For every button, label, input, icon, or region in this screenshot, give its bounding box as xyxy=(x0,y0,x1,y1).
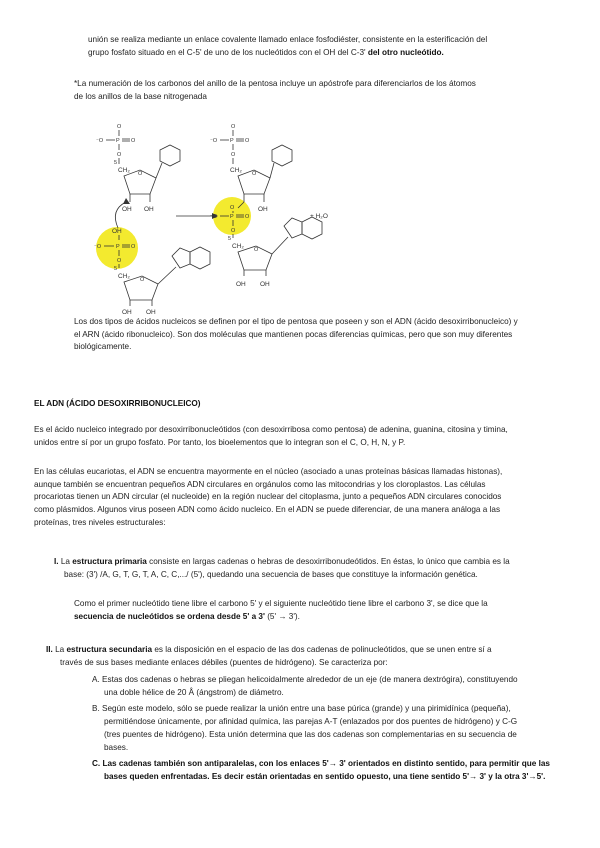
section-heading: EL ADN (ÁCIDO DESOXIRRIBONUCLEICO) xyxy=(34,399,201,408)
svg-text:CH₂: CH₂ xyxy=(230,167,242,174)
svg-text:O: O xyxy=(131,138,136,144)
svg-text:O: O xyxy=(117,152,122,158)
intro-line-2: grupo fosfato situado en el C-5' de uno de los nucleótidos con el OH del C-3' del otro nucleótido. xyxy=(88,47,444,57)
intro-line-1: unión se realiza mediante un enlace covalente llamado enlace fosfodiéster, consistente en la esterificación del xyxy=(88,35,488,44)
svg-text:CH₂: CH₂ xyxy=(118,167,130,174)
svg-text:O: O xyxy=(140,277,145,283)
water-label: + H₂O xyxy=(310,213,328,220)
svg-text:O: O xyxy=(254,247,259,253)
svg-text:O: O xyxy=(131,244,136,250)
secondary-structure-points xyxy=(92,674,564,784)
svg-text:OH: OH xyxy=(258,206,268,213)
left-structure xyxy=(94,124,210,316)
primary-structure-item: I. La estructura primaria consiste en largas cadenas o hebras de desoxirribonudeótidos. En éstas, lo único que cambia es la base: (3') /A, G, T, G, T, A, C, C,.../ (5'), quedando una secuencia de bases que constituye la información genética. xyxy=(54,557,510,579)
svg-text:CH₂: CH₂ xyxy=(118,273,130,280)
svg-text:OH: OH xyxy=(122,206,132,213)
svg-text:P: P xyxy=(116,138,120,144)
svg-text:O: O xyxy=(245,214,250,220)
footnote-line-1: *La numeración de los carbonos del anillo de la pentosa incluye un apóstrofe para diferenciarlos de los átomos xyxy=(74,79,476,88)
footnote xyxy=(74,78,534,103)
svg-text:OH: OH xyxy=(112,228,122,235)
svg-text:O: O xyxy=(245,138,250,144)
svg-text:⁻O: ⁻O xyxy=(210,138,218,144)
svg-text:O: O xyxy=(230,205,235,211)
svg-text:⁻O: ⁻O xyxy=(96,138,104,144)
point-c: C. Las cadenas también son antiparalelas, con los enlaces 5'→ 3' orientados en distinto sentido, para permitir que las bases queden enfrentadas. Es decir están orientadas en sentido opuesto, una tiene sentido 5'→ 3' y la otra 3'→5'. xyxy=(92,759,550,781)
svg-text:P: P xyxy=(230,214,234,220)
svg-text:OH: OH xyxy=(144,206,154,213)
svg-text:OH: OH xyxy=(122,309,132,316)
svg-text:P: P xyxy=(116,244,120,250)
svg-text:5: 5 xyxy=(114,266,118,272)
svg-text:⁻O: ⁻O xyxy=(210,214,218,220)
secondary-structure-item: II. La estructura secundaria es la disposición en el espacio de las dos cadenas de polinucleótidos, que se unen entre sí a través de sus bases mediante enlaces débiles (puentes de hidrógeno). Se caracteriza por: xyxy=(46,645,492,667)
svg-text:OH: OH xyxy=(236,281,246,288)
svg-text:O: O xyxy=(117,258,122,264)
svg-text:CH₂: CH₂ xyxy=(232,243,244,250)
nucleic-acid-types-paragraph: Los dos tipos de ácidos nucleicos se definen por el tipo de pentosa que poseen y son el ADN (ácido desoxirribonucleico) y el ARN (ácido ribonucleico). Son dos moléculas que mantienen pocas diferencias químicas, pero que son muy diferentes biológicamente. xyxy=(74,317,518,352)
definition-paragraph: Es el ácido nucleico integrado por desoxirribonucleótidos (con desoxirribosa como pentosa) de adenina, guanina, citosina y timina, unidos entre sí por un grupo fosfato. Por tanto, los bioelementos que lo integran son el C, O, H, N, y P. xyxy=(34,425,508,447)
svg-text:OH: OH xyxy=(146,309,156,316)
point-a: A. Estas dos cadenas o hebras se pliegan helicoidalmente alrededor de un eje (de manera dextrógira), constituyendo una doble hélice de 20 Å (ángstrom) de diámetro. xyxy=(92,675,518,697)
svg-text:O: O xyxy=(231,152,236,158)
cells-paragraph: En las células eucariotas, el ADN se encuentra mayormente en el núcleo (asociado a unas proteínas básicas llamadas histonas), aunque también se encuentran pequeños ADN circulares en orgánulos como las mitocondrias y los cloroplastos. Las células procariotas tienen un ADN circular (el nucleoide) en la región nuclear del citoplasma, junto a pequeños ADN circulares conocidos como plásmidos. Algunos virus poseen ADN como ácido nucleico. En el ADN se puede diferenciar, de una manera análoga a las proteínas, tres niveles estructurales: xyxy=(34,467,503,527)
svg-text:O: O xyxy=(231,228,236,234)
intro-paragraph xyxy=(88,34,528,59)
svg-text:P: P xyxy=(230,138,234,144)
svg-text:5: 5 xyxy=(114,160,118,166)
svg-text:O: O xyxy=(252,171,257,177)
point-b: B. Según este modelo, sólo se puede realizar la unión entre una base púrica (grande) y una pirimidínica (pequeña), permitiéndose únicamente, por afinidad química, las parejas A-T (enlazados por dos puentes de hidrógeno) y C-G (tres puentes de hidrógeno). Esta unión determina que las dos cadenas son complementarias en su secuencia de bases. xyxy=(92,704,518,752)
svg-text:5: 5 xyxy=(228,236,232,242)
svg-text:OH: OH xyxy=(260,281,270,288)
intro-bold-phrase: del otro nucleótido. xyxy=(367,47,444,57)
primary-structure-note: Como el primer nucleótido tiene libre el carbono 5' y el siguiente nucleótido tiene libre el carbono 3', se dice que la secuencia de nucleótidos se ordena desde 5' a 3' (5' → 3'). xyxy=(74,599,488,621)
svg-text:O: O xyxy=(231,124,236,130)
footnote-line-2: de los anillos de la base nitrogenada xyxy=(74,91,207,101)
phosphodiester-bond-figure xyxy=(80,118,380,316)
svg-text:O: O xyxy=(138,171,143,177)
svg-text:O: O xyxy=(117,124,122,130)
svg-text:⁻O: ⁻O xyxy=(94,244,102,250)
